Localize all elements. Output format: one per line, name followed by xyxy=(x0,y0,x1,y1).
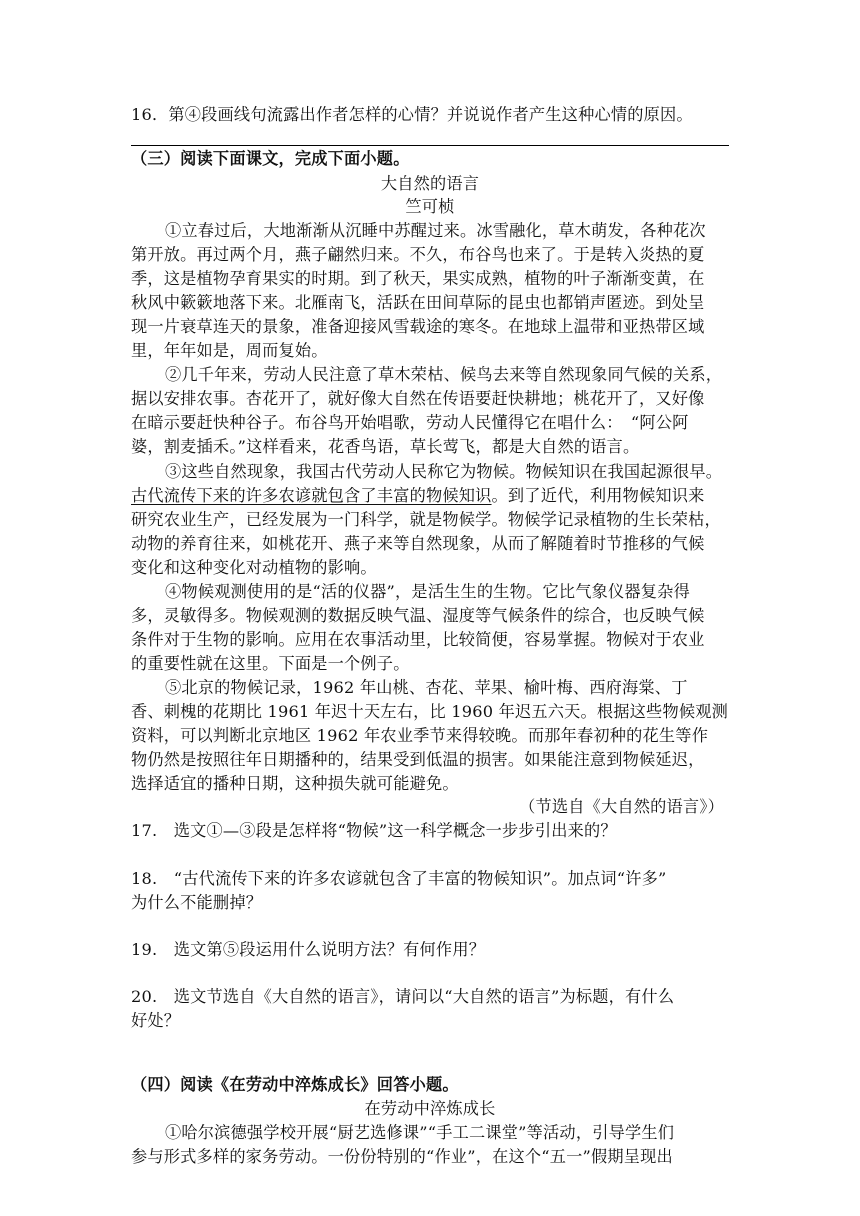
paragraph-line: ⑤北京的物候记录，1962 年山桃、杏花、苹果、榆叶梅、西府海棠、丁 xyxy=(165,678,688,697)
paragraph-line: ③这些自然现象，我国古代劳动人民称它为物候。物候知识在我国起源很早。 xyxy=(165,462,723,481)
question-18: 18. “古代流传下来的许多农谚就包含了丰富的物候知识”。加点词“许多” xyxy=(131,869,667,888)
underlined-sentence: 古代流传下来的许多农谚就包含了丰富的物候知识 xyxy=(131,486,492,505)
paragraph-line: 选择适宜的播种日期，这种损失就可能避免。 xyxy=(131,774,459,793)
paragraph-line: 现一片衰草连天的景象，准备迎接风雪载途的寒冬。在地球上温带和亚热带区域 xyxy=(131,317,705,336)
paragraph-line-underlined xyxy=(131,484,731,508)
question-20-cont: 好处？ xyxy=(131,1011,181,1030)
paragraph-line: 据以安排农事。杏花开了，就好像大自然在传语要赶快耕地；桃花开了，又好像 xyxy=(131,389,705,408)
paragraph-line: 条件对于生物的影响。应用在农事活动里，比较简便，容易掌握。物候对于农业 xyxy=(131,630,705,649)
paragraph-line: 季，这是植物孕育果实的时期。到了秋天，果实成熟，植物的叶子渐渐变黄，在 xyxy=(131,269,705,288)
paragraph-line: 在暗示要赶快种谷子。布谷鸟开始唱歌，劳动人民懂得它在唱什么： “阿公阿 xyxy=(131,413,689,432)
paragraph-text: 。到了近代，利用物候知识来 xyxy=(491,486,705,505)
paragraph-line: 的重要性就在这里。下面是一个例子。 xyxy=(131,654,410,673)
paragraph-line: 里，年年如是，周而复始。 xyxy=(131,341,328,360)
paragraph-line: ①立春过后，大地渐渐从沉睡中苏醒过来。冰雪融化，草木萌发，各种花次 xyxy=(165,221,706,240)
paragraph-line: 婆，割麦插禾。”这样看来，花香鸟语，草长莺飞，都是大自然的语言。 xyxy=(131,437,640,456)
question-17: 17. 选文①—③段是怎样将“物候”这一科学概念一步步引出来的？ xyxy=(131,821,617,840)
source-note: （节选自《大自然的语言》） xyxy=(519,797,724,816)
question-19: 19. 选文第⑤段运用什么说明方法？有何作用？ xyxy=(131,940,486,959)
paragraph-line: 资料，可以判断北京地区 1962 年农业季节来得较晚。而那年春初种的花生等作 xyxy=(131,726,709,745)
paragraph-line: 第开放。再过两个月，燕子翩然归来。不久，布谷鸟也来了。于是转入炎热的夏 xyxy=(131,245,705,264)
paragraph-line: 研究农业生产，已经发展为一门科学，就是物候学。物候学记录植物的生长荣枯， xyxy=(131,510,721,529)
question-18-cont: 为什么不能删掉？ xyxy=(131,893,263,912)
section3-author: 竺可桢 xyxy=(405,197,455,216)
question-16: 16．第④段画线句流露出作者怎样的心情？并说说作者产生这种心情的原因。 xyxy=(131,105,693,124)
paragraph-line: 变化和这种变化对动植物的影响。 xyxy=(131,558,377,577)
paragraph-line: 秋风中簌簌地落下来。北雁南飞，活跃在田间草际的昆虫也都销声匿迹。到处呈 xyxy=(131,293,705,312)
question-20: 20. 选文节选自《大自然的语言》，请问以“大自然的语言”为标题，有什么 xyxy=(131,987,675,1006)
section3-heading: （三）阅读下面课文，完成下面小题。 xyxy=(131,149,410,168)
paragraph-line: 香、刺槐的花期比 1961 年迟十天左右，比 1960 年迟五六天。根据这些物候观测 xyxy=(131,702,728,721)
paragraph-line: 参与形式多样的家务劳动。一份份特别的“作业”，在这个“五一”假期呈现出 xyxy=(131,1147,673,1166)
section-divider xyxy=(131,145,729,146)
paragraph-line: 多，灵敏得多。物候观测的数据反映气温、湿度等气候条件的综合，也反映气候 xyxy=(131,606,705,625)
section4-heading: （四）阅读《在劳动中淬炼成长》回答小题。 xyxy=(131,1075,459,1094)
paragraph-line: 物仍然是按照往年日期播种的，结果受到低温的损害。如果能注意到物候延迟， xyxy=(131,750,705,769)
section4-title: 在劳动中淬炼成长 xyxy=(364,1099,496,1118)
paragraph-line: 动物的养育往来，如桃花开、燕子来等自然现象，从而了解随着时节推移的气候 xyxy=(131,534,705,553)
paragraph-line: ④物候观测使用的是“活的仪器”，是活生生的生物。它比气象仪器复杂得 xyxy=(165,582,690,601)
paragraph-line: ②几千年来，劳动人民注意了草木荣枯、候鸟去来等自然现象同气候的关系， xyxy=(165,365,723,384)
section3-title: 大自然的语言 xyxy=(380,174,480,193)
paragraph-line: ①哈尔滨德强学校开展“厨艺选修课”“手工二课堂”等活动，引导学生们 xyxy=(165,1123,675,1142)
